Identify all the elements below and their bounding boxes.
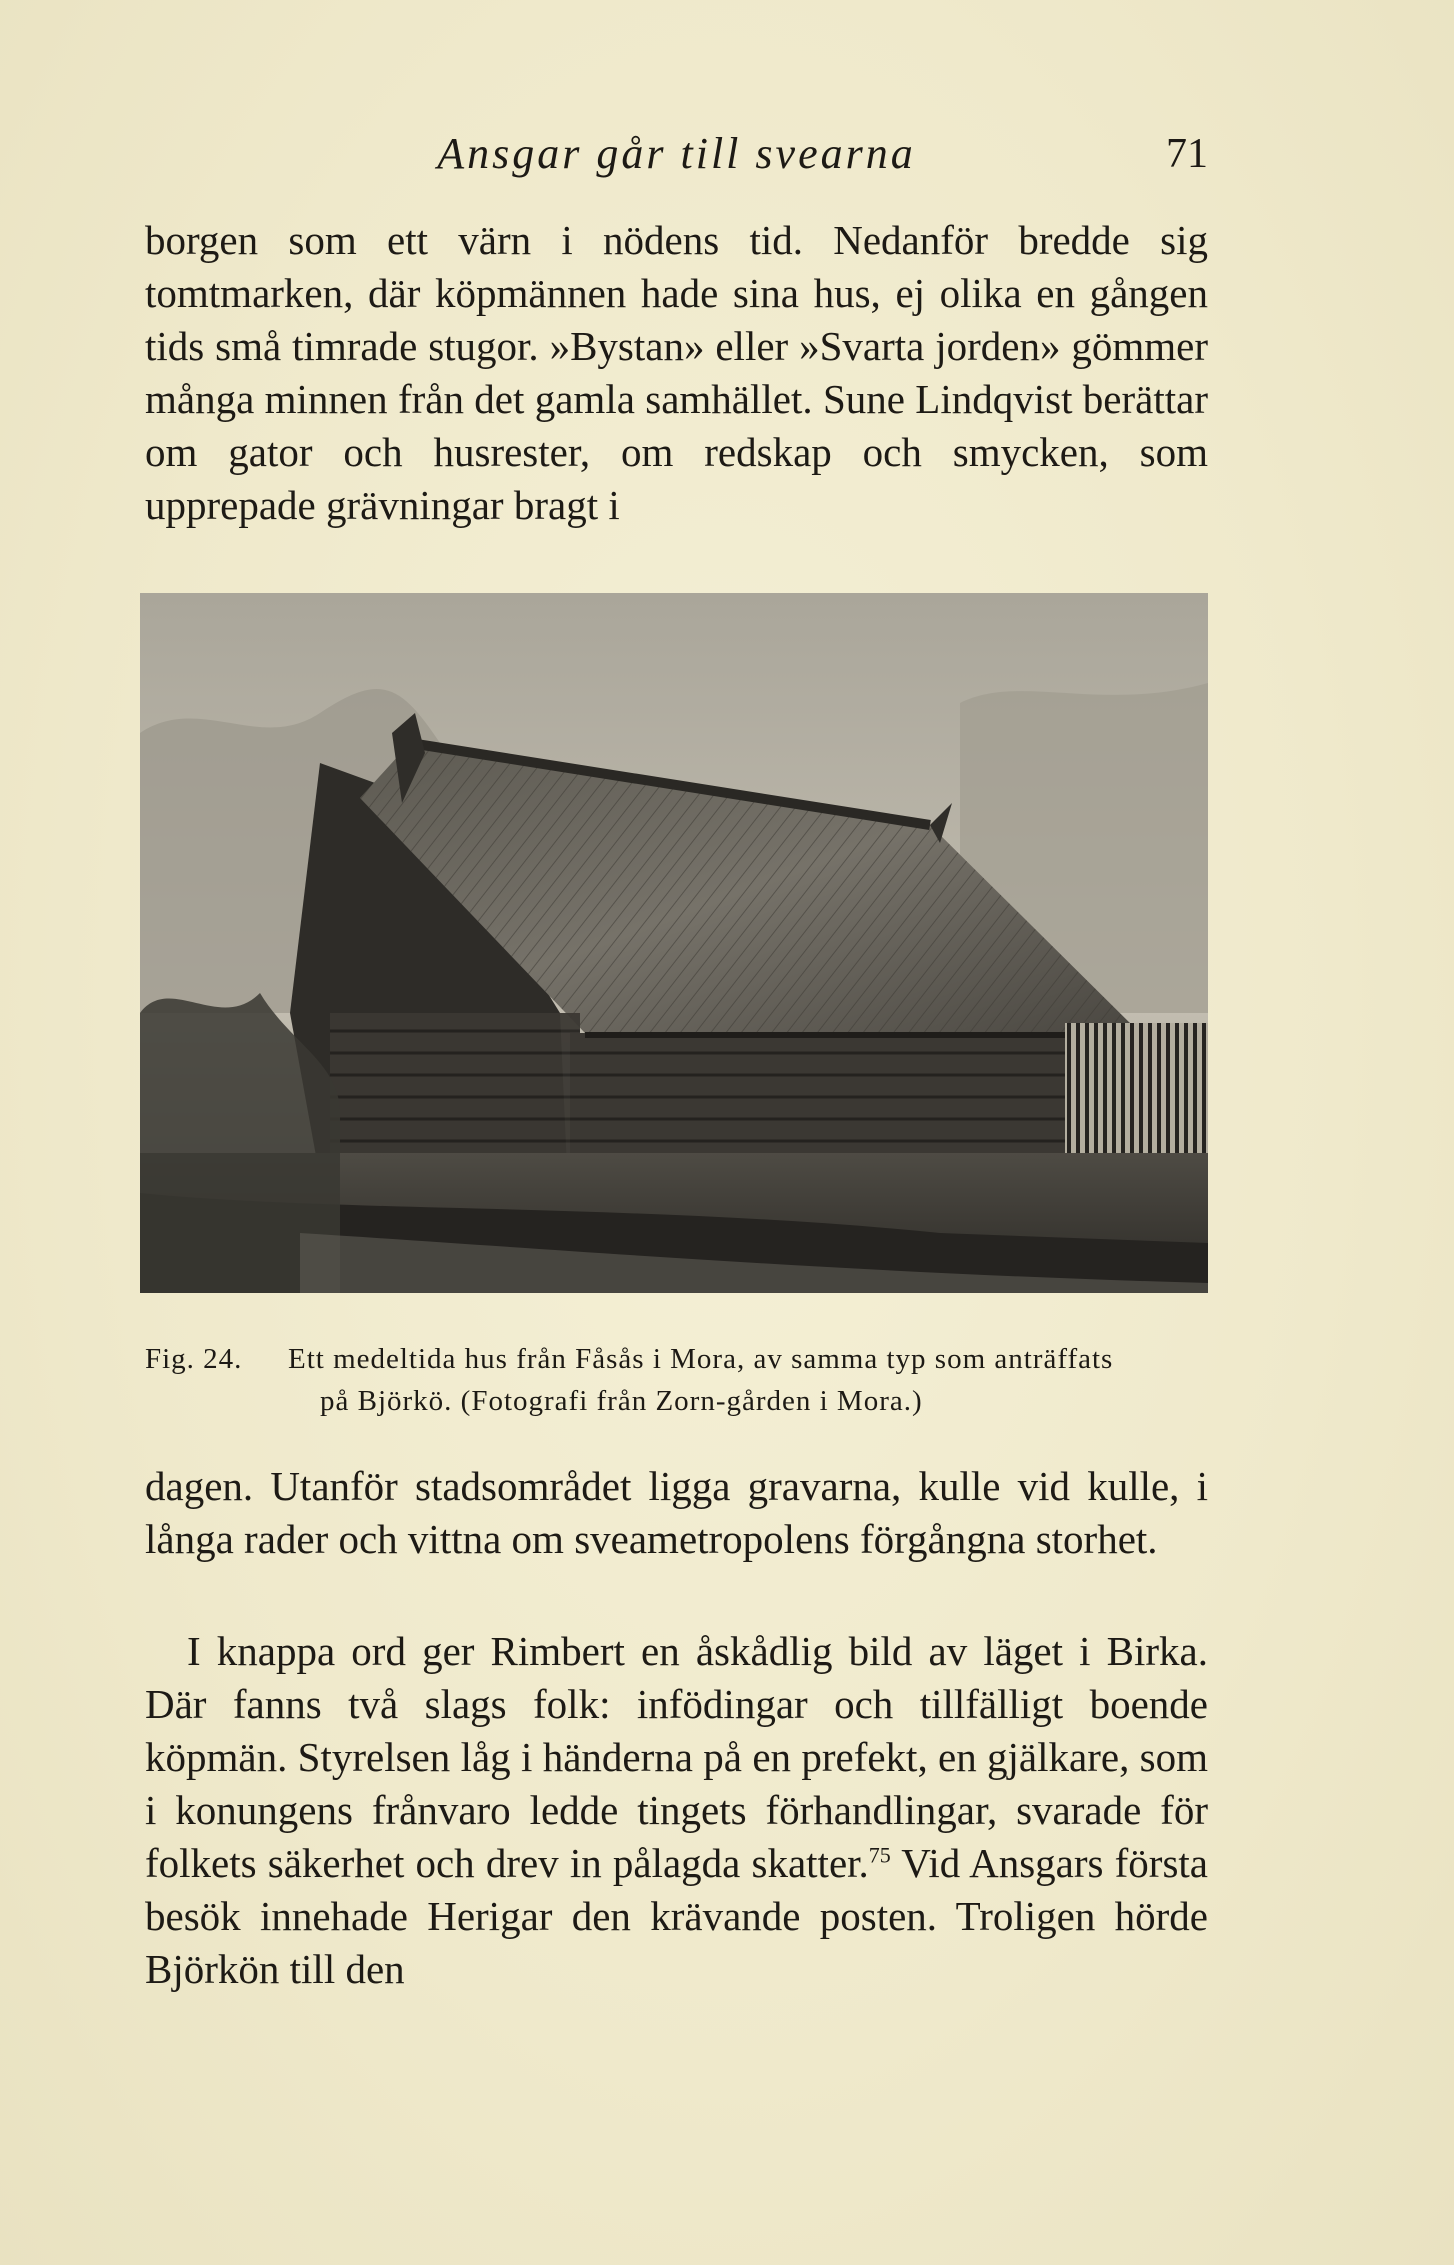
page-number: 71 <box>1166 131 1208 177</box>
paragraph-3-text-a: I knappa ord ger Rimbert en åskådlig bild av läget i Birka. Där fanns två slags folk: infödingar och tillfälligt boende köpmän. Styrelsen låg i händerna på en prefekt, en gjälkare, som i konungens frånvaro ledde tingets förhandlingar, svarade för folkets säkerhet och drev in pålagda skatter. <box>145 1628 1208 1886</box>
footnote-marker: 75 <box>868 1842 891 1868</box>
figure-caption-text <box>288 1338 1208 1422</box>
caption-line-1: Ett medeltida hus från Fåsås i Mora, av samma typ som anträffats <box>288 1343 1114 1375</box>
paragraph-2: dagen. Utanför stadsområdet ligga gravarna, kulle vid kulle, i långa rader och vittna om sveametropolens förgångna storhet. <box>145 1463 1208 1562</box>
running-title: Ansgar går till svearna <box>437 129 916 178</box>
figure-label: Fig. 24. <box>145 1343 243 1375</box>
figure-photo <box>140 593 1208 1293</box>
paragraph-3-text-b: Vid Ansgars första besök innehade Herigar den krävande posten. Troligen hörde Björkön till den <box>145 1840 1208 1992</box>
paragraph-3 <box>145 1625 1208 2025</box>
running-head <box>145 128 1208 188</box>
paragraph-1: borgen som ett värn i nödens tid. Nedanför bredde sig tomtmarken, där köpmännen hade sina hus, ej olika en gången tids små timrade stugor. »Bystan» eller »Svarta jorden» gömmer många minnen från det gamla samhället. Sune Lindqvist berättar om gator och husrester, om redskap och smycken, som upprepade grävningar bragt i <box>145 217 1208 528</box>
caption-line-2: på Björkö. (Fotografi från Zorn-gården i Mora.) <box>320 1385 923 1417</box>
